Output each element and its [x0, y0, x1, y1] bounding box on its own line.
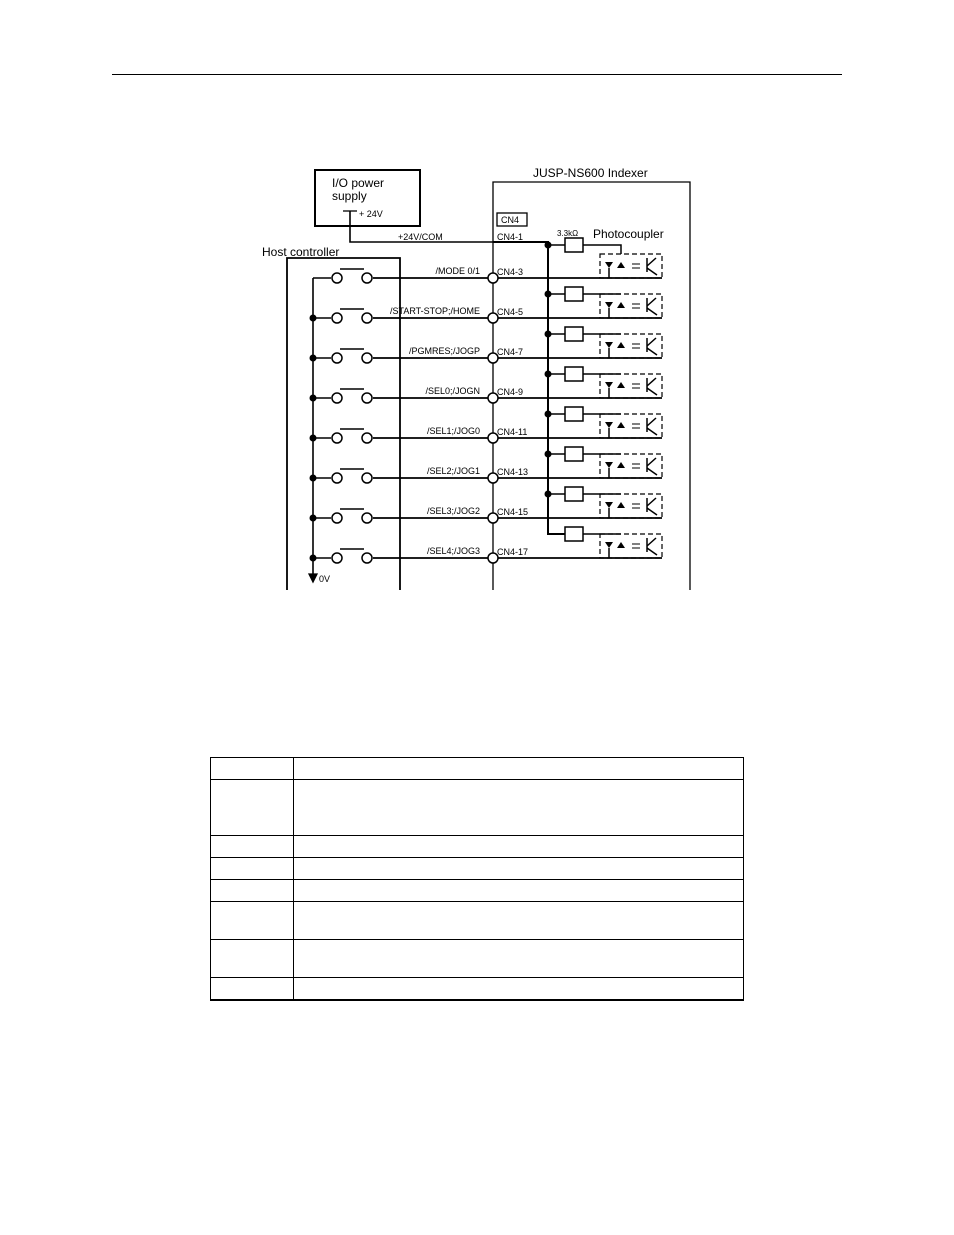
pin-label: CN4-5	[497, 307, 524, 317]
indexer-box	[493, 182, 690, 590]
table-row	[211, 940, 744, 978]
ground-icon	[309, 574, 317, 582]
resistor-icon	[565, 238, 583, 252]
signal-label: /MODE 0/1	[435, 266, 480, 276]
switch-contact	[362, 273, 372, 283]
signal-label: /SEL3;/JOG2	[426, 506, 480, 516]
table-cell	[211, 758, 294, 780]
com-pin-label: CN4-1	[497, 232, 524, 242]
table-cell	[211, 858, 294, 880]
host-controller-label: Host controller	[262, 245, 340, 259]
switch-contact	[332, 313, 342, 323]
resistor-icon	[565, 367, 583, 381]
resistor-icon	[565, 447, 583, 461]
table-row	[211, 902, 744, 940]
switch-contact	[362, 473, 372, 483]
table-row	[211, 978, 744, 1000]
pin-label: CN4-15	[497, 507, 529, 517]
resistor-icon	[565, 287, 583, 301]
signal-label: /PGMRES;/JOGP	[408, 346, 480, 356]
host-controller-box	[287, 258, 400, 590]
signal-label: /SEL4;/JOG3	[426, 546, 480, 556]
table-cell	[294, 836, 744, 858]
resistor-label: 3.3kΩ	[557, 229, 579, 238]
switch-contact	[362, 513, 372, 523]
pin-label: CN4-13	[497, 467, 529, 477]
pin-label: CN4-7	[497, 347, 524, 357]
table-cell	[294, 858, 744, 880]
resistor-icon	[565, 527, 583, 541]
connector-label: CN4	[501, 215, 520, 225]
input-circuit-row	[310, 327, 663, 363]
signal-label: /SEL0;/JOGN	[425, 386, 480, 396]
table-cell	[211, 978, 294, 1000]
input-circuit-row	[313, 238, 662, 283]
input-circuit-row	[310, 447, 663, 483]
signal-label: /SEL2;/JOG1	[426, 466, 480, 476]
table-row	[211, 836, 744, 858]
table-cell	[211, 836, 294, 858]
table-cell	[294, 978, 744, 1000]
table-row	[211, 758, 744, 780]
pin-label: CN4-17	[497, 547, 529, 557]
photocoupler-label: Photocoupler	[593, 227, 664, 241]
table-cell	[211, 880, 294, 902]
table-cell	[294, 940, 744, 978]
switch-contact	[362, 433, 372, 443]
table-cell	[294, 880, 744, 902]
signal-table	[210, 757, 744, 1001]
switch-contact	[332, 433, 342, 443]
switch-contact	[362, 393, 372, 403]
table-row	[211, 858, 744, 880]
switch-contact	[332, 553, 342, 563]
table-cell	[294, 902, 744, 940]
plus24v-label: + 24V	[359, 209, 383, 219]
signal-label: /SEL1;/JOG0	[426, 426, 480, 436]
switch-contact	[332, 353, 342, 363]
indexer-label: JUSP-NS600 Indexer	[533, 166, 648, 180]
table-cell	[211, 940, 294, 978]
input-circuit-row	[310, 527, 663, 563]
switch-contact	[332, 273, 342, 283]
table-row	[211, 780, 744, 836]
power-supply-label-2: supply	[332, 189, 367, 203]
ground-label: 0V	[319, 574, 331, 584]
input-circuit-row	[310, 487, 663, 523]
com-signal-label: +24V/COM	[398, 232, 443, 242]
input-circuit-row	[310, 407, 663, 443]
resistor-icon	[565, 407, 583, 421]
switch-contact	[362, 553, 372, 563]
power-supply-label: I/O power	[332, 176, 385, 190]
resistor-icon	[565, 327, 583, 341]
input-circuit-row	[310, 287, 663, 323]
table-cell	[294, 758, 744, 780]
table-cell	[211, 902, 294, 940]
input-circuit-row	[310, 367, 663, 403]
table-cell	[294, 780, 744, 836]
pin-label: CN4-3	[497, 267, 524, 277]
switch-contact	[362, 313, 372, 323]
table-row	[211, 880, 744, 902]
switch-contact	[332, 393, 342, 403]
switch-contact	[332, 473, 342, 483]
table-cell	[211, 780, 294, 836]
resistor-icon	[565, 487, 583, 501]
pin-label: CN4-9	[497, 387, 524, 397]
pin-label: CN4-11	[497, 427, 528, 437]
switch-contact	[332, 513, 342, 523]
switch-contact	[362, 353, 372, 363]
signal-label: /START-STOP;/HOME	[389, 306, 480, 316]
